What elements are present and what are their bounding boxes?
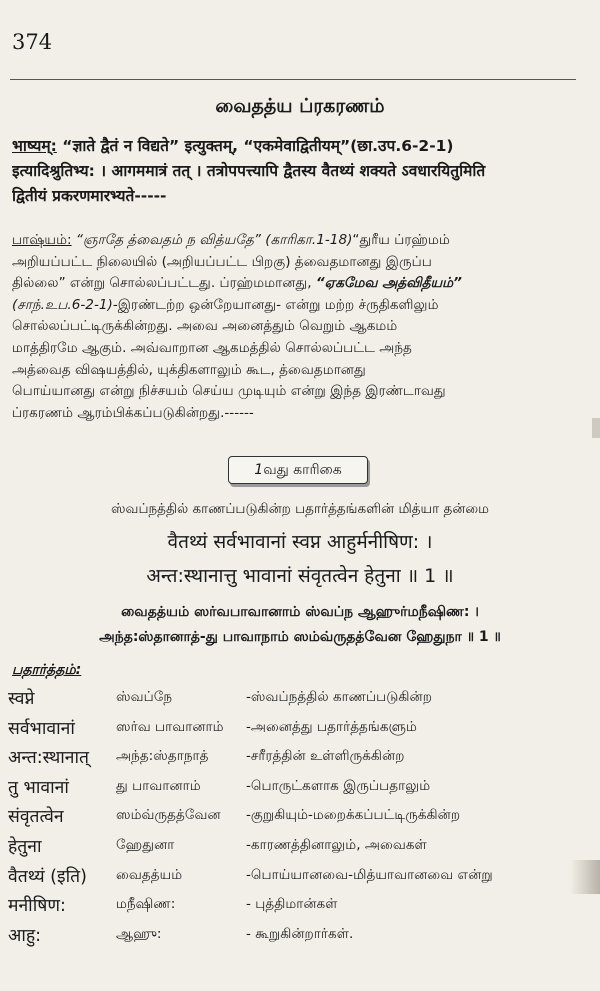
sanskrit-bhashya-label: भाष्यम्:	[12, 137, 57, 155]
page-number: 374	[12, 30, 53, 54]
header-rule	[10, 79, 576, 80]
tamil-bhashya-line: அறியப்பட்ட நிலையில் (அறியப்பட்ட பிறகு) த்வைதமானது இருப்ப	[12, 253, 432, 270]
tamil-bhashya-line: தில்லை” என்று சொல்லப்பட்டது. ப்ரஹ்மமானது, “ஏகமேவ அத்விதீயம்”	[12, 275, 462, 292]
glossary-row	[8, 745, 598, 775]
glossary-meaning: - புத்திமான்கள்	[246, 896, 338, 913]
tamil-bhashya-line: அத்வைத விஷயத்தில், யுக்திகளாலும் கூட, த்வைதமானது	[12, 361, 366, 378]
tamil-bhashya-line: சொல்லப்பட்டிருக்கின்றது. அவை அனைத்தும் வெறும் ஆகமம்	[12, 318, 398, 335]
tamil-bhashya-line: மாத்திரமே ஆகும். அவ்வாறான ஆகமத்தில் சொல்லப்பட்ட அந்த	[12, 339, 412, 356]
glossary-sanskrit-word: वैतथ्यं (इति)	[8, 866, 87, 887]
tamil-bhashya-line: பொய்யானது என்று நிச்சயம் செய்ய முடியும் என்று இந்த இரண்டாவது	[12, 383, 446, 400]
glossary-sanskrit-word: सर्वभावानां	[8, 718, 75, 739]
glossary-transliteration: ஆஹு:	[116, 925, 162, 942]
glossary-transliteration: ஸ்வப்நே	[116, 689, 173, 705]
sanskrit-bhashya	[12, 134, 598, 209]
glossary-sanskrit-word: तु भावानां	[8, 777, 69, 798]
glossary-sanskrit-word: आहु:	[8, 925, 42, 946]
glossary-row	[8, 686, 598, 716]
tamil-bhashya	[12, 230, 598, 424]
padarthham-heading: பதார்த்தம்:	[12, 662, 82, 678]
glossary-row	[8, 834, 598, 864]
tamil-bhashya-line: (சாந்.உப.6-2-1)-இரண்டற்ற ஒன்றேயானது- என்று மற்ற ச்ருதிகளிலும்	[12, 296, 439, 313]
tamil-bhashya-line: ப்ரகரணம் ஆரம்பிக்கப்படுகின்றது.------	[12, 404, 254, 421]
glossary-sanskrit-word: मनीषिण:	[8, 896, 66, 917]
karikai-label: வது காரிகை	[263, 462, 342, 478]
glossary-transliteration: வைதத்யம்	[116, 866, 183, 883]
sanskrit-bhashya-line: द्वितीयं प्रकरणमारभ्यते-----	[12, 187, 167, 205]
glossary-meaning: - கூறுகின்றார்கள்.	[246, 925, 354, 942]
word-meaning-list	[8, 686, 598, 952]
glossary-transliteration: ஸர்வ பாவானாம்	[116, 718, 224, 735]
glossary-transliteration: ஸம்வ்ருதத்வேன	[116, 807, 221, 824]
karikai-number: 1	[254, 462, 264, 478]
sanskrit-bhashya-line: इत्यादिश्रुतिभ्य: । आगममात्रं तत् । तत्रोपपत्त्यापि द्वैतस्य वैतथ्यं शक्यते ऽवधारयितुमिति	[12, 162, 486, 180]
sanskrit-verse-line: वैतथ्यं सर्वभावानां स्वप्न आहुर्मनीषिण: ।	[167, 531, 433, 553]
glossary-meaning: -பொருட்களாக இருப்பதாலும்	[246, 777, 431, 794]
glossary-meaning: -அனைத்து பதார்த்தங்களும்	[246, 718, 417, 735]
glossary-sanskrit-word: संवृतत्वेन	[8, 807, 64, 828]
glossary-transliteration: ஹேதுனா	[116, 836, 175, 853]
glossary-row	[8, 864, 598, 894]
karikai-subtitle: ஸ்வப்நத்தில் காணப்படுகின்ற பதார்த்தங்களின் மித்யா தன்மை	[111, 501, 489, 517]
tamil-bhashya-line: பாஷ்யம்: “ஞாதே த்வைதம் ந வித்யதே” (காரிகா.1-18)“துரீய ப்ரஹ்மம்	[12, 232, 450, 248]
glossary-transliteration: மநீஷிண:	[116, 896, 176, 913]
glossary-meaning: -குறுகியும்-மறைக்கப்பட்டிருக்கின்ற	[246, 807, 461, 824]
glossary-meaning: -பொய்யானவை-மித்யாவானவை என்று	[246, 866, 493, 883]
glossary-transliteration: து பாவானாம்	[116, 777, 201, 794]
glossary-row	[8, 775, 598, 805]
karikai-box	[228, 456, 368, 484]
glossary-sanskrit-word: हेतुना	[8, 836, 42, 857]
glossary-row	[8, 923, 598, 953]
glossary-sanskrit-word: स्वप्ने	[8, 689, 35, 709]
glossary-meaning: -சரீரத்தின் உள்ளிருக்கின்ற	[246, 748, 405, 765]
tamil-verse-line: வைதத்யம் ஸர்வபாவானாம் ஸ்வப்ந ஆஹுர்மநீஷிண: ।	[121, 604, 479, 620]
page-edge-shadow	[592, 418, 600, 438]
glossary-row	[8, 716, 598, 746]
glossary-sanskrit-word: अन्त:स्थानात्	[8, 748, 90, 769]
page-edge-shadow	[570, 860, 600, 894]
glossary-transliteration: அந்த:ஸ்தாநாத்	[116, 748, 209, 765]
tamil-verse-line: அந்த:ஸ்தானாத்-து பாவாநாம் ஸம்வ்ருதத்வேன ஹேதுநா ॥ 1 ॥	[99, 629, 501, 645]
sanskrit-verse-line: अन्त:स्थानात्तु भावानां संवृतत्वेन हेतुना ॥ 1 ॥	[146, 565, 454, 587]
tamil-bhashya-label: பாஷ்யம்:	[12, 232, 72, 248]
sanskrit-bhashya-line: भाष्यम्: “ज्ञाते द्वैतं न विद्यते” इत्युक्तम्, “एकमेवाद्वितीयम्”(छा.उप.6-2-1)	[12, 137, 454, 155]
glossary-row	[8, 804, 598, 834]
glossary-meaning: -ஸ்வப்நத்தில் காணப்படுகின்ற	[246, 689, 432, 705]
glossary-row	[8, 893, 598, 923]
chapter-title: வைதத்ய ப்ரகரணம்	[215, 95, 385, 117]
glossary-meaning: -காரணத்தினாலும், அவைகள்	[246, 836, 427, 853]
